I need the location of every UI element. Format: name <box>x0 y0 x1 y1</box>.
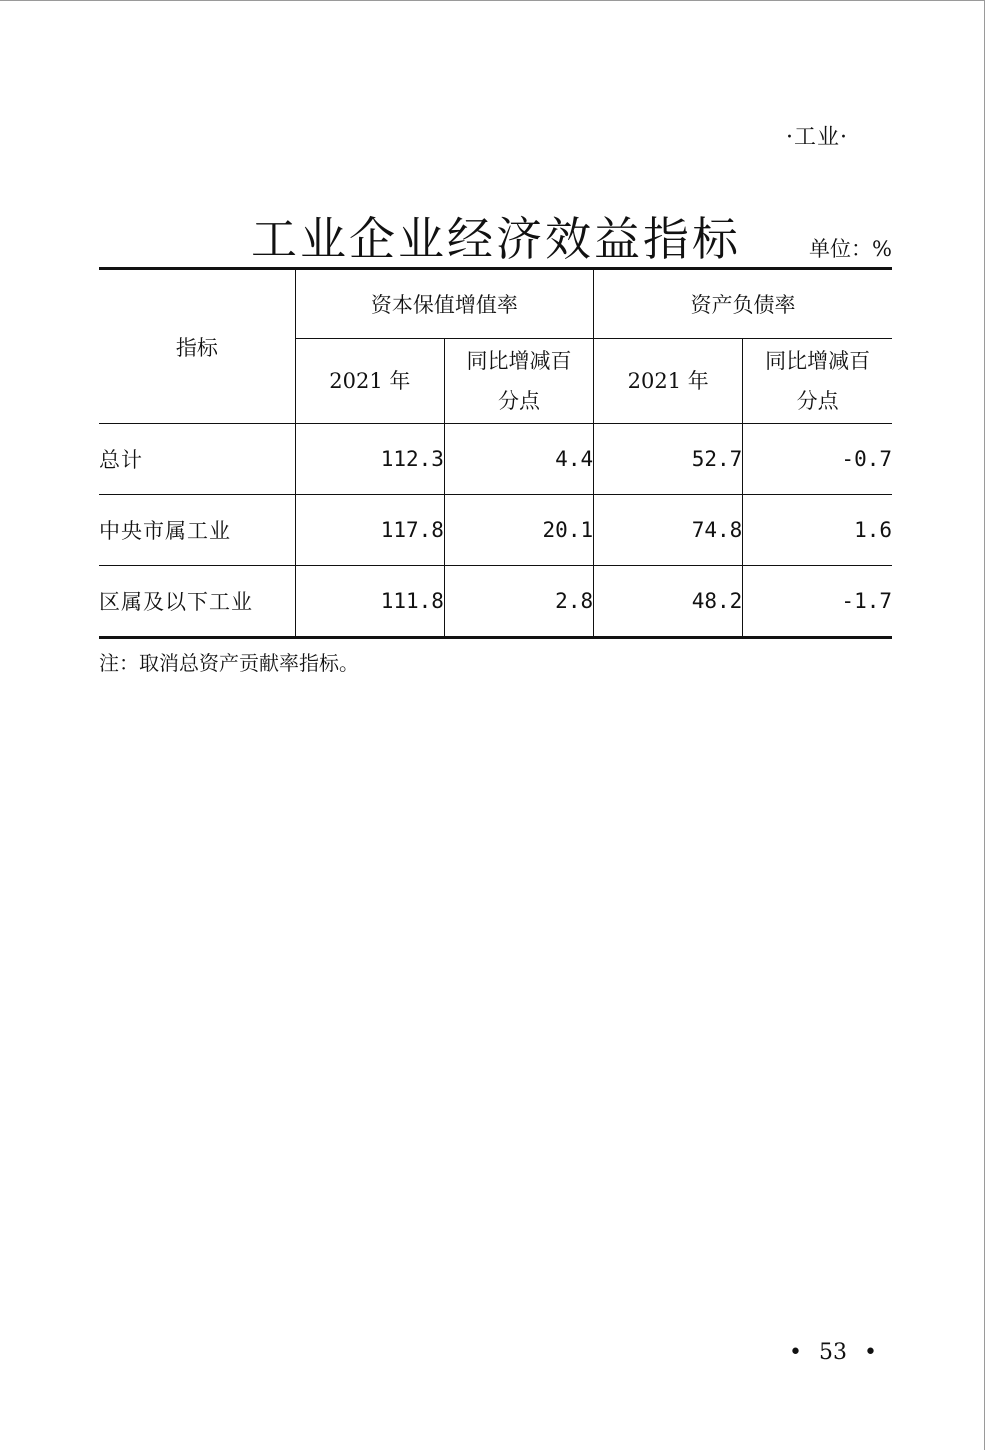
row-label: 总计 <box>99 424 295 495</box>
cell-value: 111.8 <box>295 566 444 638</box>
header-row-groups <box>99 269 892 339</box>
page-title: 工业企业经济效益指标 <box>251 211 741 266</box>
sub-header-year: 2021 年 <box>295 339 444 424</box>
table-row <box>99 566 892 638</box>
cell-value: 4.4 <box>444 424 593 495</box>
cell-value: 117.8 <box>295 495 444 566</box>
cell-value: 48.2 <box>594 566 743 638</box>
cell-value: 74.8 <box>594 495 743 566</box>
table-row <box>99 424 892 495</box>
cell-value: 1.6 <box>743 495 892 566</box>
row-label: 区属及以下工业 <box>99 566 295 638</box>
cell-value: 2.8 <box>444 566 593 638</box>
group-header-debt-ratio: 资产负债率 <box>594 269 892 339</box>
row-label: 中央市属工业 <box>99 495 295 566</box>
unit-label: 单位：% <box>809 237 892 261</box>
cell-value: -1.7 <box>743 566 892 638</box>
page-number: • 53 • <box>789 1340 877 1365</box>
group-header-capital-preservation: 资本保值增值率 <box>295 269 593 339</box>
row-header-cell: 指标 <box>99 269 295 424</box>
cell-value: 52.7 <box>594 424 743 495</box>
indicator-table <box>99 267 892 639</box>
sub-header-change-text: 同比增减百分点 <box>466 349 572 413</box>
section-header: ·工业· <box>786 125 848 150</box>
sub-header-change <box>444 339 593 424</box>
sub-header-year: 2021 年 <box>594 339 743 424</box>
cell-value: 112.3 <box>295 424 444 495</box>
sub-header-change-text: 同比增减百分点 <box>765 349 871 413</box>
cell-value: -0.7 <box>743 424 892 495</box>
cell-value: 20.1 <box>444 495 593 566</box>
table-row <box>99 495 892 566</box>
sub-header-change <box>743 339 892 424</box>
table-note: 注：取消总资产贡献率指标。 <box>99 651 359 675</box>
